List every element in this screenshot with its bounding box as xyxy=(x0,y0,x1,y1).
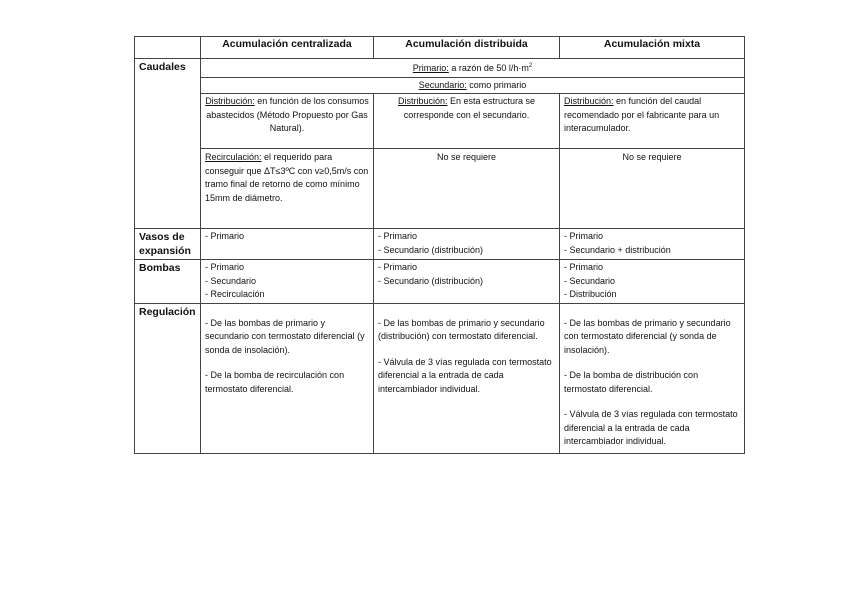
header-acumulacion-mixta: Acumulación mixta xyxy=(560,37,745,59)
caudales-primario-cell xyxy=(201,59,745,78)
comparison-table xyxy=(134,36,745,454)
list-item: - Primario xyxy=(564,262,604,272)
vasos-label-line1: Vasos de xyxy=(139,231,185,243)
primario-label: Primario: xyxy=(412,63,449,73)
regulacion-paragraph: - Válvula de 3 vías regulada con termostato diferencial a la entrada de cada intercambiador individual. xyxy=(564,409,738,446)
distribucion-text: en función del caudal recomendado por el fabricante para un interacumulador. xyxy=(564,96,720,133)
primario-superscript: 2 xyxy=(528,63,533,69)
list-item: - Primario xyxy=(378,231,418,241)
paragraph-spacer xyxy=(378,344,555,356)
caudales-secundario-cell xyxy=(201,77,745,94)
distribucion-label: Distribución: xyxy=(397,96,448,106)
list-item: - Secundario xyxy=(564,275,616,286)
vasos-distribuida xyxy=(374,229,560,260)
regulacion-paragraph: - Válvula de 3 vías regulada con termostato diferencial a la entrada de cada intercambiador individual. xyxy=(378,356,552,394)
caudales-primario-row xyxy=(135,59,745,78)
list-item: - Primario xyxy=(378,262,418,272)
bombas-mixta xyxy=(560,260,745,304)
list-item: - Secundario (distribución) xyxy=(378,275,484,286)
caudales-distribucion-distribuida xyxy=(374,94,560,149)
vasos-mixta xyxy=(560,229,745,260)
paragraph-spacer xyxy=(205,357,369,369)
paragraph-spacer xyxy=(564,357,740,369)
primario-text: a razón de 50 l/h·m xyxy=(448,63,529,73)
header-acumulacion-centralizada: Acumulación centralizada xyxy=(201,37,374,59)
header-row xyxy=(135,37,745,59)
bombas-centralizada xyxy=(201,260,374,304)
bombas-row xyxy=(135,260,745,304)
regulacion-paragraph: - De las bombas de primario y secundario con termostato diferencial (y sonda de insolación). xyxy=(564,317,731,355)
row-label-regulacion: Regulación xyxy=(135,303,201,453)
list-item: - Recirculación xyxy=(205,289,265,299)
list-item: - Secundario (distribución) xyxy=(378,244,484,255)
row-label-bombas: Bombas xyxy=(135,260,201,304)
regulacion-paragraph: - De las bombas de primario y secundario (distribución) con termostato diferencial. xyxy=(378,317,545,341)
caudales-distribucion-row xyxy=(135,94,745,149)
regulacion-paragraph: - De la bomba de distribución con termostato diferencial. xyxy=(564,370,699,394)
distribucion-text: En esta estructura se corresponde con el secundario. xyxy=(403,96,536,120)
regulacion-centralizada xyxy=(201,303,374,453)
regulacion-paragraph: - De la bomba de recirculación con termostato diferencial. xyxy=(205,370,345,394)
list-item: - Primario xyxy=(205,262,245,272)
recirculacion-no-requiere-distribuida: No se requiere xyxy=(374,149,560,229)
caudales-secundario-row xyxy=(135,77,745,94)
row-label-caudales: Caudales xyxy=(135,59,201,229)
regulacion-mixta xyxy=(560,303,745,453)
header-acumulacion-distribuida: Acumulación distribuida xyxy=(374,37,560,59)
header-empty-cell xyxy=(135,37,201,59)
bombas-distribuida xyxy=(374,260,560,304)
vasos-label-line2: expansión xyxy=(139,245,191,257)
list-item: - Primario xyxy=(564,231,604,241)
row-label-vasos-expansion xyxy=(135,229,201,260)
regulacion-paragraph: - De las bombas de primario y secundario con termostato diferencial (y sonda de insolación). xyxy=(205,317,365,355)
caudales-recirculacion-row xyxy=(135,149,745,229)
paragraph-spacer xyxy=(564,396,740,408)
regulacion-row xyxy=(135,303,745,453)
vasos-centralizada xyxy=(201,229,374,260)
caudales-distribucion-mixta xyxy=(560,94,745,149)
list-item: - Distribución xyxy=(564,289,617,299)
caudales-distribucion-centralizada xyxy=(201,94,374,149)
distribucion-label: Distribución: xyxy=(205,96,255,106)
list-item: - Primario xyxy=(205,231,245,241)
recirculacion-no-requiere-mixta: No se requiere xyxy=(560,149,745,229)
regulacion-distribuida xyxy=(374,303,560,453)
distribucion-text: en función de los consumos abastecidos (Método Propuesto por Gas Natural). xyxy=(206,96,369,133)
distribucion-label: Distribución: xyxy=(564,96,614,106)
vasos-row xyxy=(135,229,745,260)
list-item: - Secundario xyxy=(205,275,257,286)
recirculacion-label: Recirculación: xyxy=(205,152,262,162)
caudales-recirculacion-centralizada xyxy=(201,149,374,229)
recirculacion-text: el requerido para conseguir que ΔT≤3ºC con v≥0,5m/s con tramo final de retorno de como mínimo 15mm de diámetro. xyxy=(205,152,369,203)
list-item: - Secundario + distribución xyxy=(564,244,671,255)
secundario-label: Secundario: xyxy=(418,79,467,90)
secundario-text: como primario xyxy=(466,79,527,90)
